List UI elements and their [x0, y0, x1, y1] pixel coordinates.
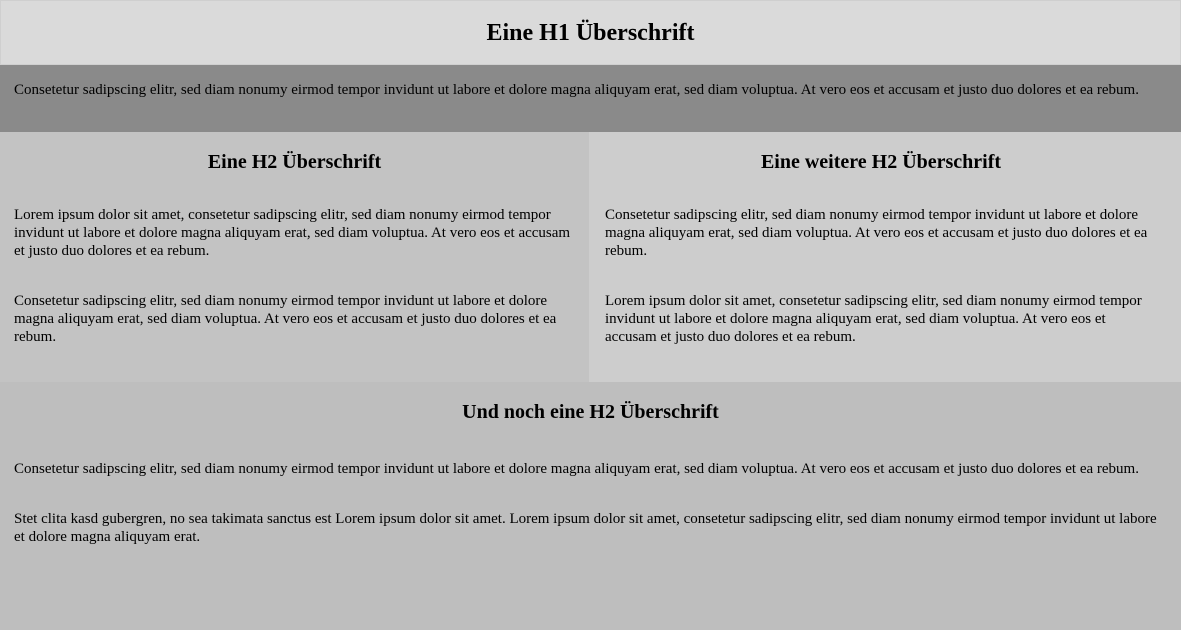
left-column-paragraph-2: Consetetur sadipscing elitr, sed diam nonumy eirmod tempor invidunt ut labore et dolore magna aliquyam erat, sed diam voluptua. At vero eos et accusam et justo duo dolores et ea rebum.: [14, 293, 557, 345]
bottom-section: [0, 382, 1181, 630]
left-column-paragraph-1: Lorem ipsum dolor sit amet, consetetur sadipscing elitr, sed diam nonumy eirmod tempor invidunt ut labore et dolore magna aliquyam erat, sed diam voluptua. At vero eos et accusam et justo duo dolores et ea rebum.: [14, 207, 571, 259]
intro-section: [0, 65, 1181, 132]
page-title: Eine H1 Überschrift: [486, 19, 695, 46]
bottom-section-paragraph-1: Consetetur sadipscing elitr, sed diam nonumy eirmod tempor invidunt ut labore et dolore magna aliquyam erat, sed diam voluptua. At vero eos et accusam et justo duo dolores et ea rebum.: [14, 461, 1139, 477]
bottom-section-heading: Und noch eine H2 Überschrift: [462, 401, 719, 423]
right-column-heading: Eine weitere H2 Überschrift: [760, 151, 1002, 173]
left-column-heading: Eine H2 Überschrift: [207, 151, 382, 173]
right-column-paragraph-2: Lorem ipsum dolor sit amet, consetetur sadipscing elitr, sed diam nonumy eirmod tempor invidunt ut labore et dolore magna aliquyam erat, sed diam voluptua. At vero eos et accusam et justo duo dolores et ea rebum.: [605, 293, 1142, 345]
bottom-section-paragraph-2: Stet clita kasd gubergren, no sea takimata sanctus est Lorem ipsum dolor sit amet. Lorem ipsum dolor sit amet, consetetur sadipscing elitr, sed diam nonumy eirmod tempor invidunt ut labore et dolore magna aliquyam erat.: [14, 511, 1157, 545]
right-column-paragraph-1: Consetetur sadipscing elitr, sed diam nonumy eirmod tempor invidunt ut labore et dolore magna aliquyam erat, sed diam voluptua. At vero eos et accusam et justo duo dolores et ea rebum.: [605, 207, 1148, 259]
left-column: [0, 132, 589, 382]
page-header: [0, 0, 1181, 65]
right-column: [589, 132, 1181, 382]
intro-paragraph: Consetetur sadipscing elitr, sed diam nonumy eirmod tempor invidunt ut labore et dolore magna aliquyam erat, sed diam voluptua. At vero eos et accusam et justo duo dolores et ea rebum.: [14, 82, 1139, 98]
